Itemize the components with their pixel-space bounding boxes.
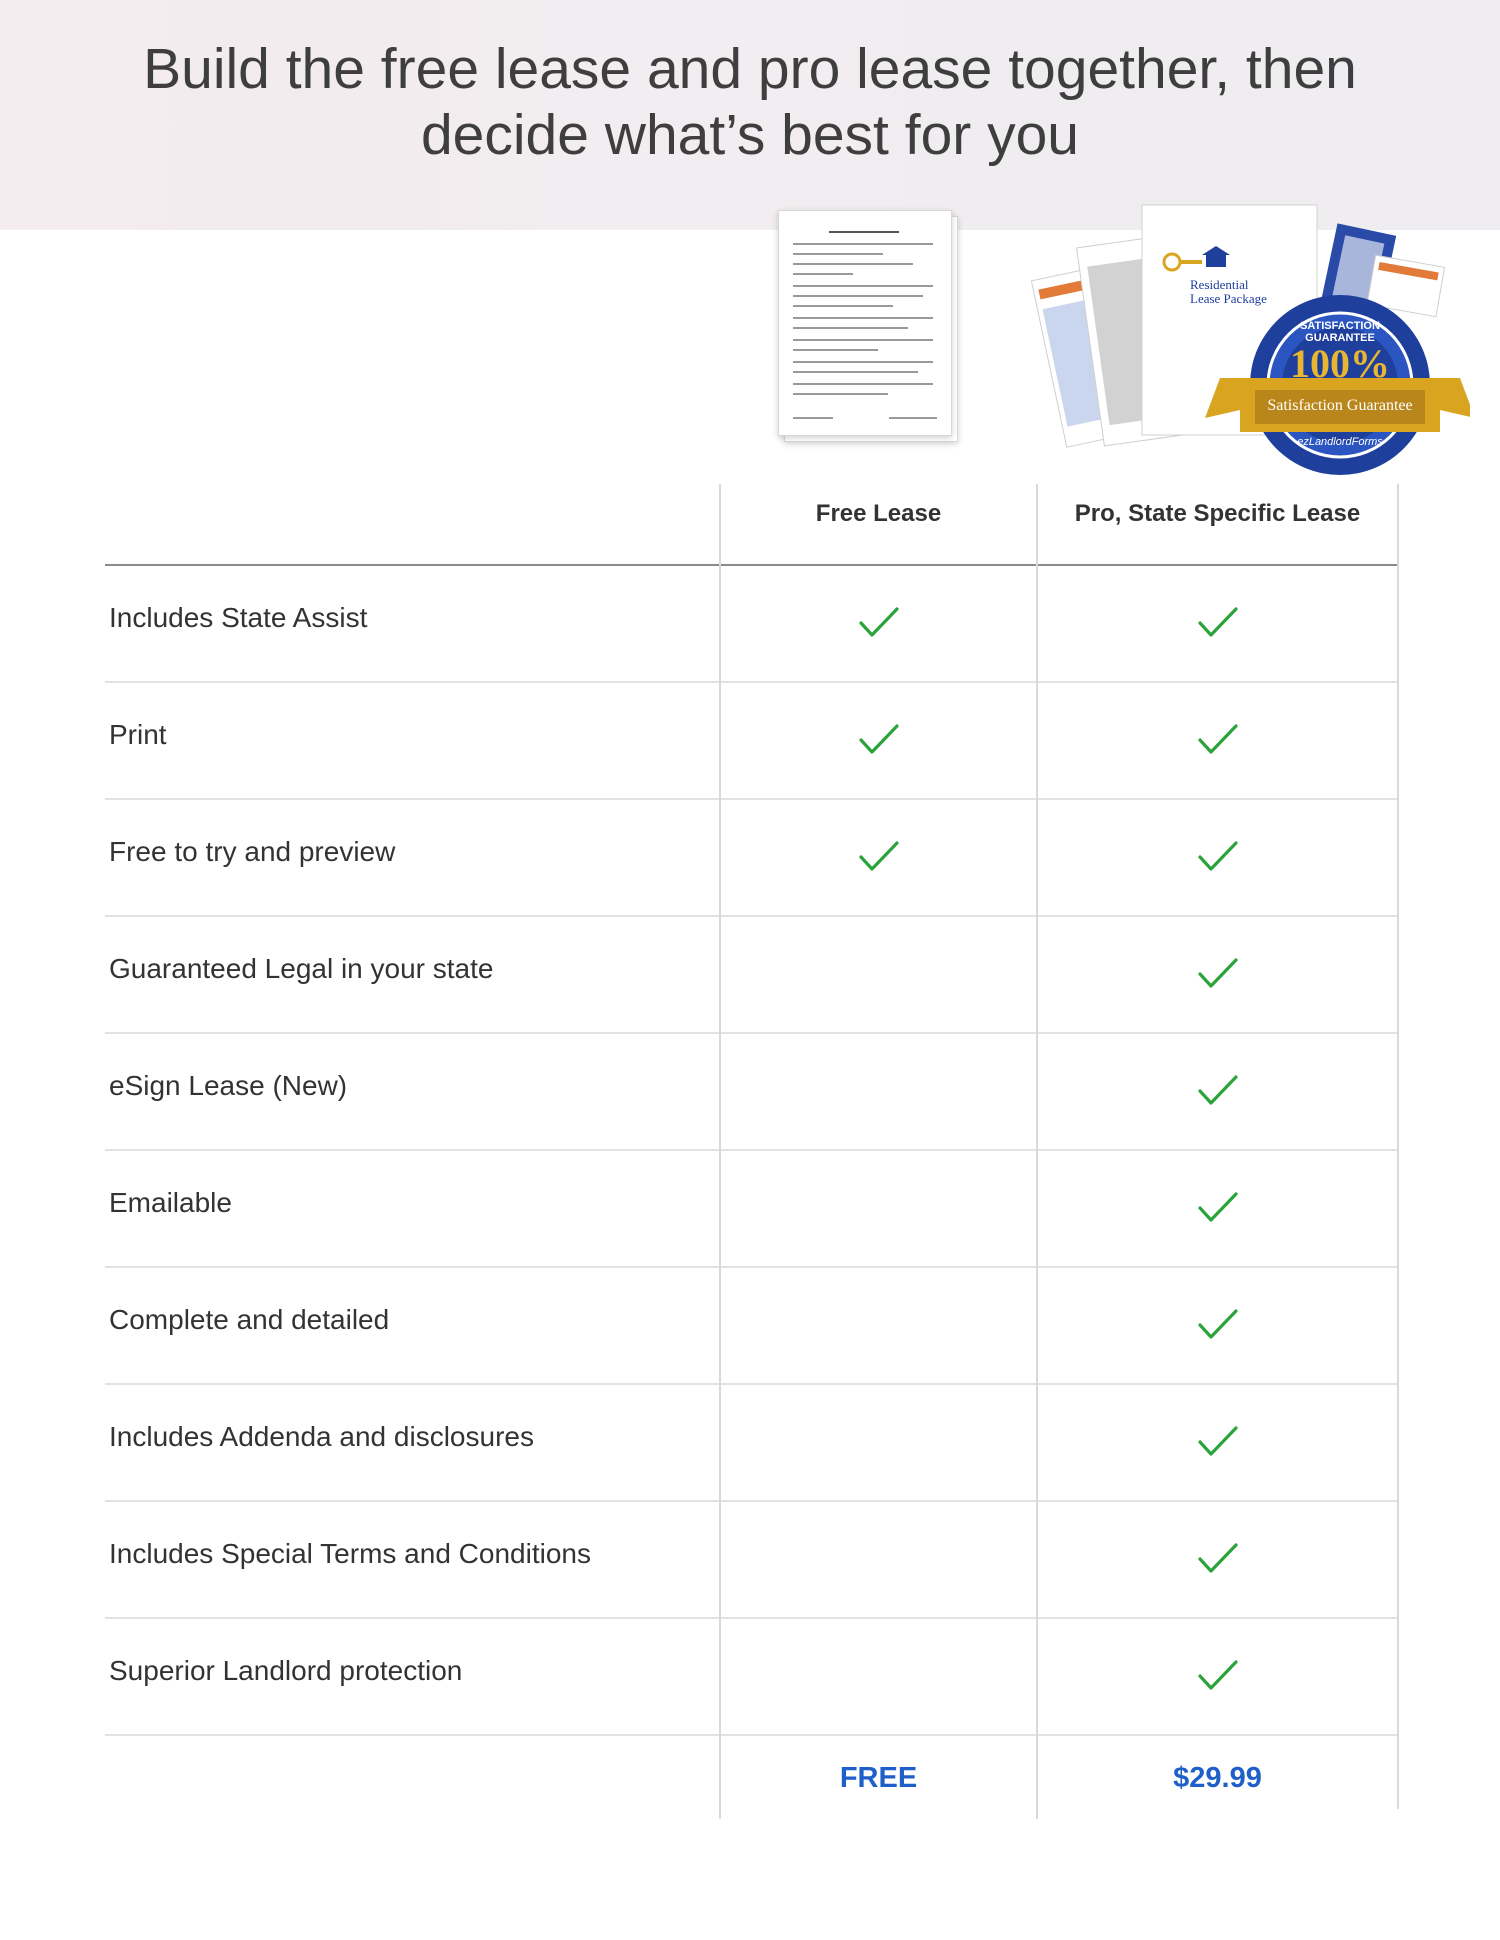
feature-label: Guaranteed Legal in your state <box>109 953 494 984</box>
hero-banner <box>0 0 1500 230</box>
title-line-2: decide what’s best for you <box>420 103 1079 167</box>
checkmark-icon <box>1196 1423 1240 1459</box>
feature-label: Print <box>109 719 167 750</box>
table-row <box>105 564 1398 683</box>
checkmark-icon <box>1196 1072 1240 1108</box>
column-header-pro: Pro, State Specific Lease <box>1074 500 1361 527</box>
checkmark-icon <box>857 604 901 640</box>
checkmark-icon <box>1196 721 1240 757</box>
badge-big-text: 100% <box>1290 341 1390 386</box>
column-divider <box>1036 484 1038 1819</box>
table-row <box>105 915 1398 1034</box>
page-title <box>0 36 1500 168</box>
checkmark-icon <box>1196 1540 1240 1576</box>
feature-label: Emailable <box>109 1187 232 1218</box>
table-row <box>105 798 1398 917</box>
feature-label: Superior Landlord protection <box>109 1655 463 1686</box>
checkmark-icon <box>857 838 901 874</box>
checkmark-icon <box>1196 604 1240 640</box>
price-pro: $29.99 <box>1173 1762 1262 1794</box>
feature-label: Includes Special Terms and Conditions <box>109 1538 591 1569</box>
free-lease-image <box>778 210 963 445</box>
checkmark-icon <box>1196 1657 1240 1693</box>
table-row <box>105 1032 1398 1151</box>
package-label-line-2: Lease Package <box>1190 291 1267 306</box>
table-row <box>105 1500 1398 1619</box>
badge-bottom-text: ezLandlordForms <box>1297 436 1383 448</box>
feature-label: eSign Lease (New) <box>109 1070 348 1101</box>
feature-label: Free to try and preview <box>109 836 396 867</box>
feature-label: Complete and detailed <box>109 1304 390 1335</box>
feature-label: Includes Addenda and disclosures <box>109 1421 534 1452</box>
badge-top-text: SATISFACTION GUARANTEE <box>1300 320 1380 344</box>
feature-label: Includes State Assist <box>109 602 368 633</box>
checkmark-icon <box>1196 1306 1240 1342</box>
table-row <box>105 681 1398 800</box>
title-line-1: Build the free lease and pro lease together, then <box>143 37 1357 101</box>
pro-lease-image <box>1030 200 1470 480</box>
table-row <box>105 1266 1398 1385</box>
table-header <box>105 484 1398 566</box>
package-label-line-1: Residential <box>1190 277 1249 292</box>
checkmark-icon <box>1196 1189 1240 1225</box>
table-row <box>105 1149 1398 1268</box>
column-divider <box>1397 484 1399 1809</box>
checkmark-icon <box>1196 838 1240 874</box>
lease-document-page <box>778 210 952 436</box>
column-header-free: Free Lease <box>815 500 942 527</box>
price-free: FREE <box>839 1762 918 1794</box>
badge-ribbon-text: Satisfaction Guarantee <box>1267 397 1413 414</box>
checkmark-icon <box>1196 955 1240 991</box>
table-row <box>105 1383 1398 1502</box>
checkmark-icon <box>857 721 901 757</box>
column-divider <box>719 484 721 1819</box>
table-row <box>105 1617 1398 1736</box>
